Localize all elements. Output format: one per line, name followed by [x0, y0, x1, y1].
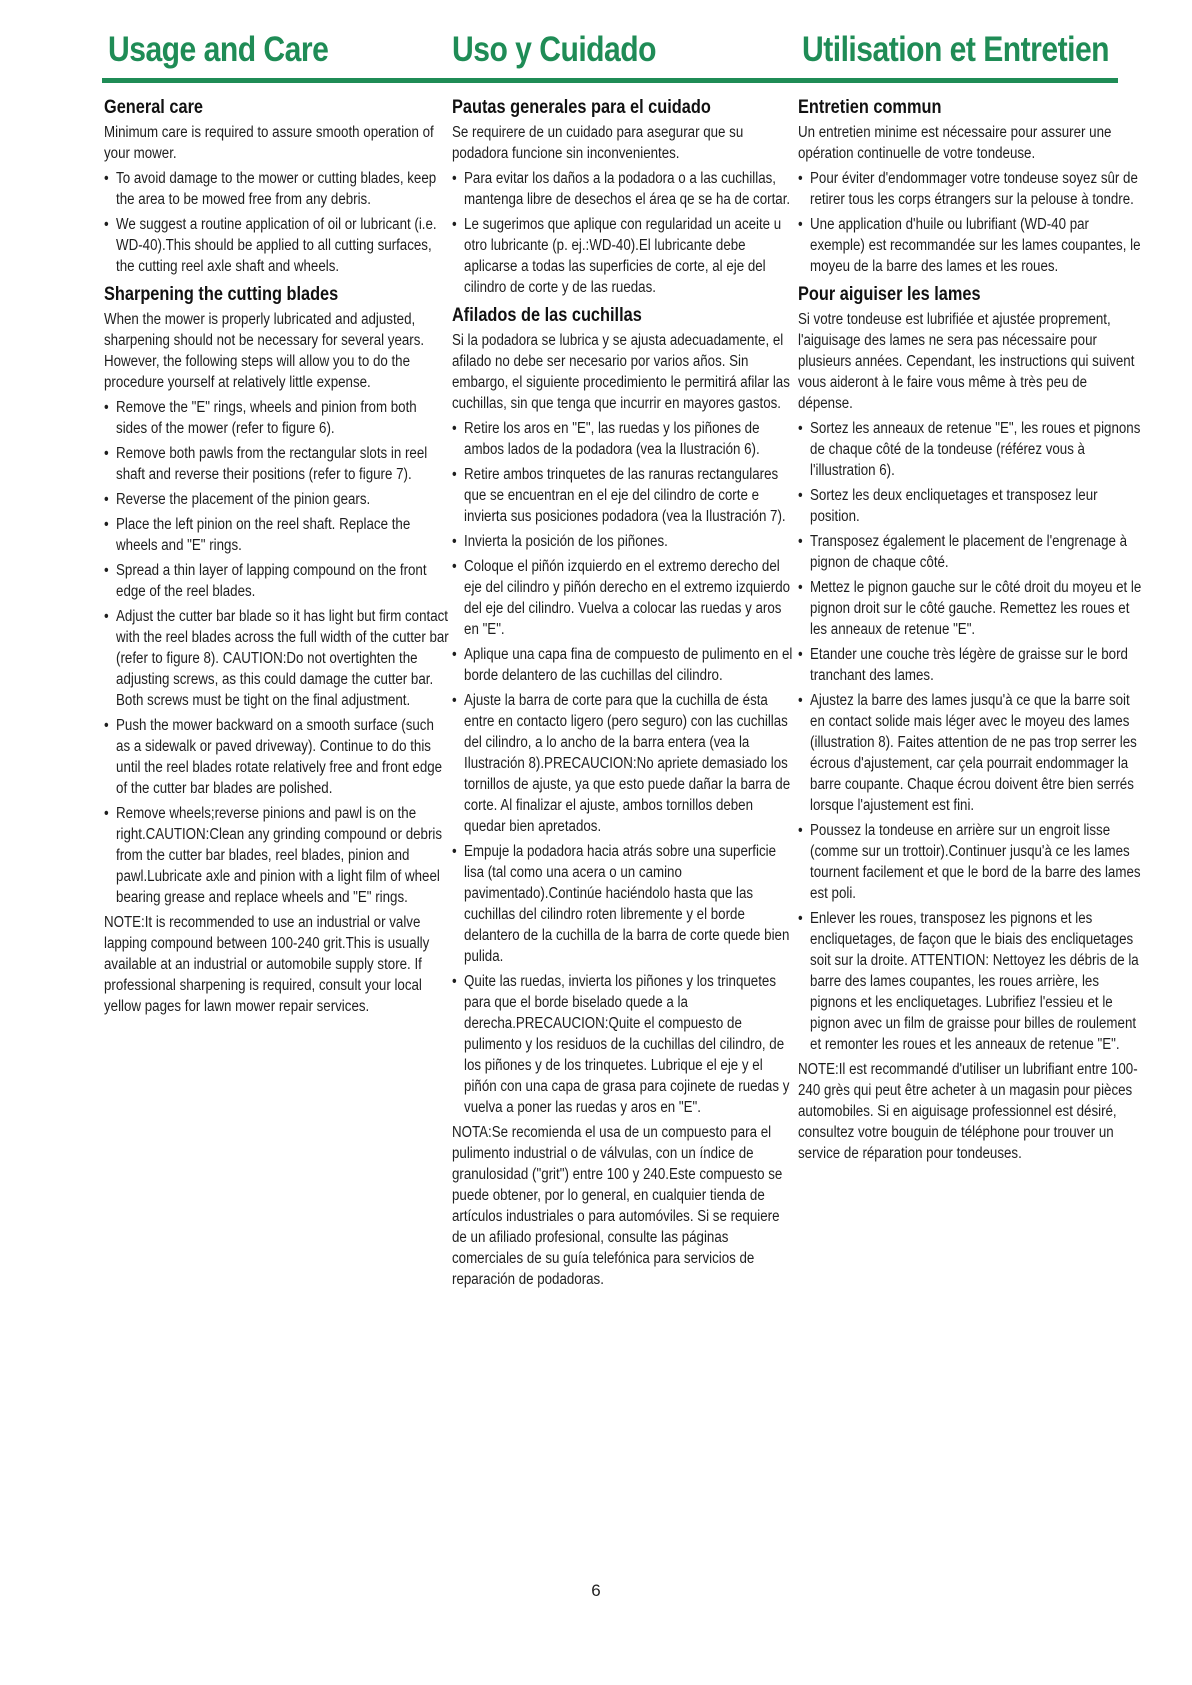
header-divider [102, 78, 1118, 83]
list-item: • Aplique una capa fina de compuesto de pulimento en el borde delantero de las cuchillas del cilindro. [452, 644, 797, 686]
general-care-list [104, 168, 449, 277]
list-item: • Etander une couche très légère de graisse sur le bord tranchant des lames. [798, 644, 1143, 686]
list-item: • Remove both pawls from the rectangular slots in reel shaft and reverse their positions (refer to figure 7). [104, 443, 449, 485]
list-item: • Enlever les roues, transposez les pignons et les encliquetages, de façon que le biais des encliquetages soit sur la droite. ATTENTION: Nettoyez les débris de la barre des lames coupantes, les roues arrière, les pignons et les encliquetages. Lubrifiez l'essieu et le pignon avec un film de graisse pour billes de roulement et remonter les roues et les anneaux de retenue "E". [798, 908, 1143, 1055]
list-item: • Quite las ruedas, invierta los piñones y los trinquetes para que el borde biselado quede a la derecha.PRECAUCION:Quite el compuesto de pulimento y los residuos de la cuchillas del cilindro, de los piñones y de los trinquetes. Lubrique el eje y el piñón con una capa de grasa para cojinete de ruedas y vuelva a poner las ruedas y aros en "E". [452, 971, 797, 1118]
sharpening-heading: Afilados de las cuchillas [452, 305, 642, 326]
list-item: • Ajuste la barra de corte para que la cuchilla de ésta entre en contacto ligero (pero seguro) con las cuchillas del cilindro, a lo ancho de la barra entera (vea la Ilustración 8).PRECAUCION:No apriete demasiado los tornillos de ajuste, ya que esto puede dañar la barra de corte. Al finalizar el ajuste, ambos tornillos deben quedar bien apretados. [452, 690, 797, 837]
section-title-french: Utilisation et Entretien [802, 30, 1110, 69]
list-item: • Transposez également le placement de l'engrenage à pignon de chaque côté. [798, 531, 1143, 573]
page-header [102, 30, 1120, 82]
list-item: • Ajustez la barre des lames jusqu'à ce que la barre soit en contact solide mais léger avec le moyeu des lames (illustration 8). Faites attention de ne pas trop serrer les écrous d'ajustement, car çela pourrait endommager la barre coupante. Chaque écrou doivent être bien serrés lorsque l'ajustement est fini. [798, 690, 1143, 816]
list-item: • Push the mower backward on a smooth surface (such as a sidewalk or paved driveway). Continue to do this until the reel blades rotate relatively free and front edge of the cutter bar blades are polished. [104, 715, 449, 799]
section-title-spanish: Uso y Cuidado [452, 30, 657, 69]
list-item: • Le sugerimos que aplique con regularidad un aceite u otro lubricante (p. ej.:WD-40).El lubricante debe aplicarse a todas las superficies de corte, al eje del cilindro de corte y de las ruedas. [452, 214, 797, 298]
list-item: • Retire ambos trinquetes de las ranuras rectangulares que se encuentran en el eje del cilindro de corte e invierta sus posiciones podadora (vea la Ilustración 7). [452, 464, 797, 527]
list-item: • Place the left pinion on the reel shaft. Replace the wheels and "E" rings. [104, 514, 449, 556]
list-item: • Sortez les deux encliquetages et transposez leur position. [798, 485, 1143, 527]
sharpening-intro: Si la podadora se lubrica y se ajusta adecuadamente, el afilado no debe ser necesario por varios años. Sin embargo, el siguiente procedimiento le permitirá afilar las cuchillas, sin que tenga que incurrir en mayores gastos. [452, 332, 790, 412]
general-care-heading: General care [104, 97, 204, 118]
general-care-list [452, 168, 797, 298]
list-item: • Adjust the cutter bar blade so it has light but firm contact with the reel blades across the full width of the cutter bar (refer to figure 8). CAUTION:Do not overtighten the adjusting screws, as this could damage the cutter bar. Both screws must be tight on the final adjustment. [104, 606, 449, 711]
list-item: • To avoid damage to the mower or cutting blades, keep the area to be mowed free from any debris. [104, 168, 449, 210]
sharpening-steps-list [452, 418, 797, 1118]
sharpening-steps-list [798, 418, 1143, 1055]
list-item: • Retire los aros en "E", las ruedas y los piñones de ambos lados de la podadora (vea la Ilustración 6). [452, 418, 797, 460]
list-item: • Une application d'huile ou lubrifiant (WD-40 par exemple) est recommandée sur les lames coupantes, le moyeu de la barre des lames et les roues. [798, 214, 1143, 277]
list-item: • Spread a thin layer of lapping compound on the front edge of the reel blades. [104, 560, 449, 602]
list-item: • Empuje la podadora hacia atrás sobre una superficie lisa (tal como una acera o un camino pavimentado).Continúe haciéndolo hasta que las cuchillas del cilindro roten libremente y el borde delantero de la cuchilla de la barra de corte quede bien pulida. [452, 841, 797, 967]
sharpening-intro: When the mower is properly lubricated and adjusted, sharpening should not be necessary for several years. However, the following steps will allow you to do the procedure yourself at relatively little expense. [104, 311, 425, 391]
list-item: • Remove wheels;reverse pinions and pawl is on the right.CAUTION:Clean any grinding compound or debris from the cutter bar blades, reel blades, pinion and pawl.Lubricate axle and pinion with a light film of wheel bearing grease and replace wheels and "E" rings. [104, 803, 449, 908]
column-english [104, 96, 449, 1021]
note-paragraph: NOTE:It is recommended to use an industrial or valve lapping compound between 100-240 grit.This is usually available at an industrial or automobile supply store. If professional sharpening is required, consult your local yellow pages for lawn mower repair services. [104, 914, 430, 1015]
general-care-heading: Pautas generales para el cuidado [452, 97, 711, 118]
list-item: • Reverse the placement of the pinion gears. [104, 489, 449, 510]
list-item: • Coloque el piñón izquierdo en el extremo derecho del eje del cilindro y piñón derecho en el extremo izquierdo del eje del cilindro. Vuelva a colocar las ruedas y aros en "E". [452, 556, 797, 640]
list-item: • Sortez les anneaux de retenue "E", les roues et pignons de chaque côté de la tondeuse (référez vous à l'illustration 6). [798, 418, 1143, 481]
list-item: • Para evitar los daños a la podadora o a las cuchillas, mantenga libre de desechos el área qe se ha de cortar. [452, 168, 797, 210]
general-care-list [798, 168, 1143, 277]
list-item: • Invierta la posición de los piñones. [452, 531, 797, 552]
page-number: 6 [591, 1581, 601, 1600]
column-french [798, 96, 1143, 1168]
sharpening-heading: Sharpening the cutting blades [104, 284, 339, 305]
list-item: • Poussez la tondeuse en arrière sur un engroit lisse (comme sur un trottoir).Continuer jusqu'à ce les lames tournent facilement et que le bord de la barre des lames est poli. [798, 820, 1143, 904]
general-care-intro: Se requirere de un cuidado para asegurar que su podadora funcione sin inconvenientes. [452, 124, 744, 162]
list-item: • We suggest a routine application of oil or lubricant (i.e. WD-40).This should be applied to all cutting surfaces, the cutting reel axle shaft and wheels. [104, 214, 449, 277]
list-item: • Remove the "E" rings, wheels and pinion from both sides of the mower (refer to figure 6). [104, 397, 449, 439]
list-item: • Pour éviter d'endommager votre tondeuse soyez sûr de retirer tous les corps étrangers sur la pelouse à tondre. [798, 168, 1143, 210]
column-spanish [452, 96, 797, 1294]
general-care-heading: Entretien commun [798, 97, 942, 118]
general-care-intro: Un entretien minime est nécessaire pour assurer une opération continuelle de votre tondeuse. [798, 124, 1112, 162]
note-paragraph: NOTA:Se recomienda el usa de un compuesto para el pulimento industrial o de válvulas, con un índice de granulosidad ("grit") entre 100 y 240.Este compuesto se puede obtener, por lo general, en cualquier tienda de artículos industriales o para automóviles. Si se requiere de un afiliado profesional, consulte las páginas comerciales de su guía telefónica para servicios de reparación de podadoras. [452, 1124, 783, 1288]
sharpening-intro: Si votre tondeuse est lubrifiée et ajustée proprement, l'aiguisage des lames ne sera pas nécessaire pour plusieurs années. Cependant, les instructions qui suivent vous aideront à le faire vous même à très peu de dépense. [798, 311, 1135, 412]
list-item: • Mettez le pignon gauche sur le côté droit du moyeu et le pignon droit sur le côté gauche. Remettez les roues et les anneaux de retenue "E". [798, 577, 1143, 640]
note-paragraph: NOTE:Il est recommandé d'utiliser un lubrifiant entre 100-240 grès qui peut être acheter à un magasin pour pièces automobiles. Si en aiguisage professionnel est désiré, consultez votre bouguin de téléphone pour trouver un service de réparation pour tondeuses. [798, 1061, 1138, 1162]
section-title-english: Usage and Care [108, 30, 329, 69]
sharpening-steps-list [104, 397, 449, 908]
sharpening-heading: Pour aiguiser les lames [798, 284, 981, 305]
general-care-intro: Minimum care is required to assure smooth operation of your mower. [104, 124, 434, 162]
